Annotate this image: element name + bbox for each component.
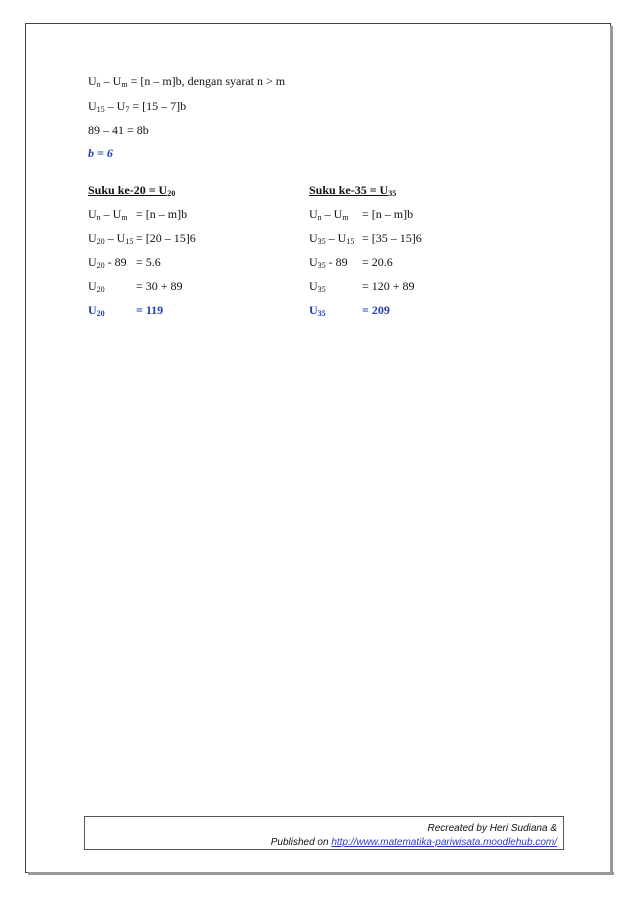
right-row-3-rhs: = 20.6 — [362, 255, 393, 269]
left-heading: Suku $ke-20 = U_{20}$ — [88, 183, 176, 198]
left-final-rhs: = 119 — [136, 303, 164, 317]
left-row-2-rhs: = [20 – 15]6 — [136, 231, 196, 245]
left-row-3: $U_{20} - 89$ — [88, 255, 127, 270]
right-final: $U_{35}$ — [309, 303, 326, 318]
page-shadow-bottom — [28, 872, 614, 875]
left-row-1: $U_n - U_m$ — [88, 207, 128, 222]
footer-published: Published on http://www.matematika-pariwisata.moodlehub.com/ — [270, 837, 557, 848]
result-b: b = 6 — [88, 146, 113, 160]
footer-credit: Recreated by Heri Sudiana & — [427, 823, 557, 834]
left-row-3-rhs: = 5.6 — [136, 255, 161, 269]
left-row-4: $U_{20}$ — [88, 279, 105, 294]
right-row-2: $U_{35} - U_{15}$ — [309, 231, 355, 246]
right-row-1: $U_n - U_m$ — [309, 207, 349, 222]
footer-box — [84, 816, 564, 850]
right-row-4-rhs: = 120 + 89 — [362, 279, 415, 293]
page-border — [25, 23, 611, 873]
right-final-rhs: = 209 — [362, 303, 390, 317]
right-row-2-rhs: = [35 – 15]6 — [362, 231, 422, 245]
left-row-1-rhs: = [n – m]b — [136, 207, 188, 221]
page-shadow-right — [610, 26, 613, 875]
right-heading: Suku $ke-35 = U_{35}$ — [309, 183, 397, 198]
left-row-4-rhs: = 30 + 89 — [136, 279, 183, 293]
left-row-2: $U_{20} - U_{15}$ — [88, 231, 134, 246]
right-row-3: $U_{35} - 89$ — [309, 255, 348, 270]
formula-line-specific: $U_{15} - U_7 = [15 - 7]b$ — [88, 99, 187, 114]
footer-link[interactable]: http://www.matematika-pariwisata.moodlehub.com/ — [331, 837, 557, 848]
formula-line-values: 89 – 41 = 8b — [88, 123, 149, 137]
formula-line-general: $U_n - U_m = [n - m]b$, dengan syarat n > m — [88, 74, 286, 89]
right-row-4: $U_{35}$ — [309, 279, 326, 294]
left-final: $U_{20}$ — [88, 303, 105, 318]
right-row-1-rhs: = [n – m]b — [362, 207, 414, 221]
